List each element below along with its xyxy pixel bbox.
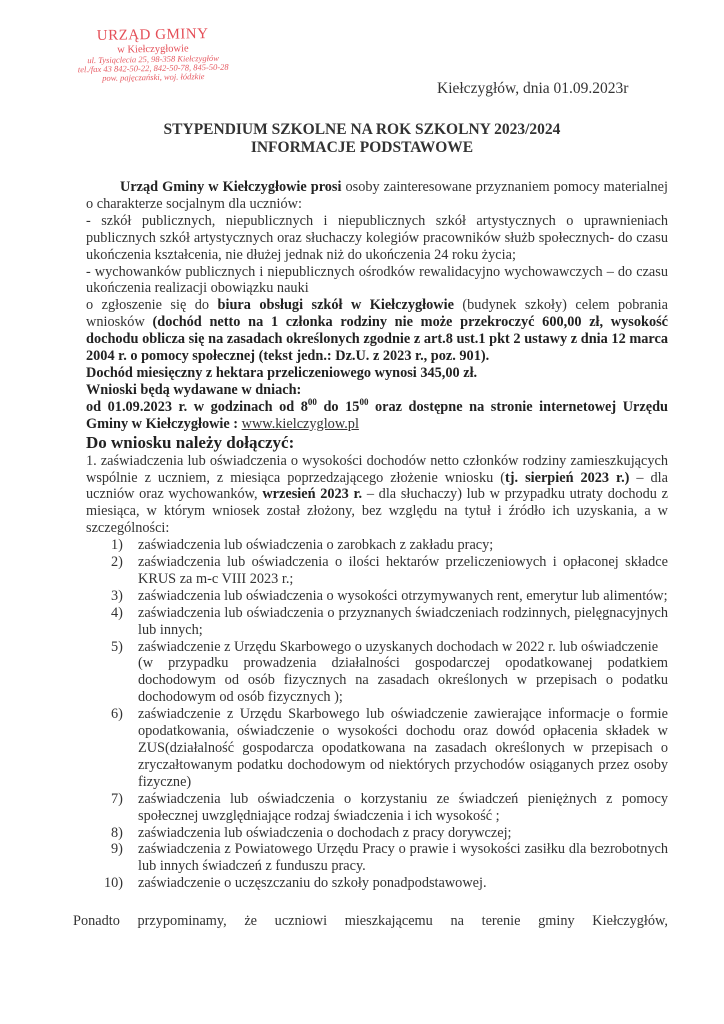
stamp-title: URZĄD GMINY: [96, 26, 209, 44]
schedule-rest: oraz dostępne na stronie internetowej Urzędu Gminy w Kiełczygłowie :: [86, 398, 668, 432]
list-number: 3): [111, 587, 123, 604]
list-number: 4): [111, 604, 123, 621]
list-text: zaświadczenia lub oświadczenia o przyznanych świadczeniach rodzinnych, pielęgnacyjnych lub innych;: [138, 604, 668, 638]
list-number: 9): [111, 841, 123, 858]
list-text: zaświadczenia lub oświadczenia o dochodach z pracy dorywczej;: [138, 824, 512, 841]
schedule-sup: 00: [307, 397, 317, 408]
list-item: [86, 639, 668, 707]
date-line: Kiełczygłów, dnia 01.09.2023r: [437, 80, 629, 97]
list-number: 6): [111, 706, 123, 723]
list-item: [86, 875, 668, 892]
request-bold-office: biura obsługi szkół w Kiełczygłowie: [217, 297, 454, 314]
attachment-list: [86, 537, 668, 892]
list-number: 1): [111, 537, 123, 554]
list-text-extra: (w przypadku prowadzenia działalności gospodarczej opodatkowanej podatkiem dochodowym od osób fizycznych na zasadach określonych w przepisach o podatku dochodowym od osób fizycznych );: [138, 655, 668, 706]
title-line-2: INFORMACJE PODSTAWOWE: [250, 139, 474, 156]
schedule-from: od 01.09.2023 r. w godzinach od 8: [86, 398, 308, 415]
schedule-sup: 00: [359, 397, 369, 408]
document-title: [0, 121, 724, 157]
intro-text: osoby zainteresowane przyznaniem pomocy materialnej o charakterze socjalnym dla uczniów:: [86, 179, 668, 212]
office-stamp: [58, 26, 249, 83]
applications-heading: [86, 382, 668, 399]
point-text: – dla uczniów oraz wychowanków,: [86, 469, 668, 503]
list-text: zaświadczenia lub oświadczenia o korzystaniu ze świadczeń pieniężnych z pomocy społecznej uwzględniające rodzaj świadczenia i ich wysokość ;: [138, 790, 668, 824]
stamp-region: pow. pajęczański, woj. łódzkie: [102, 70, 205, 83]
point-number: 1.: [86, 452, 97, 469]
point-1: [86, 453, 668, 538]
request-text: o zgłoszenie się do: [86, 297, 218, 314]
list-item: [86, 605, 668, 639]
list-item: [86, 825, 668, 842]
list-item: [86, 537, 668, 554]
request-bold-income-limit: (dochód netto na 1 członka rodziny nie może przekroczyć 600,00 zł, wysokość dochodu oblicza się na zasadach określonych zgodnie z art.8 ust.1 pkt 2 ustawy z dnia 12 marca 2004 r. o pomocy społecznej (tekst jedn.: Dz.U. z 2023 r., poz. 901).: [86, 314, 668, 365]
list-item: [86, 841, 668, 875]
point-bold: tj. sierpień 2023 r.): [505, 469, 630, 486]
list-item: [86, 791, 668, 825]
intro-paragraph: [86, 179, 668, 213]
list-number: 2): [111, 554, 123, 571]
point-bold: wrzesień 2023 r.: [262, 486, 363, 503]
closing-paragraph: Ponadto przypominamy, że uczniowi mieszkającemu na terenie gminy Kiełczygłów,: [73, 913, 668, 929]
point-text: zaświadczenia lub oświadczenia o wysokości dochodów netto członków rodziny zamieszkujących wspólnie z uczniem, z miesiąca poprzedzającego złożenie wniosku (: [86, 452, 668, 486]
stamp-phone: tel./fax 43 842-50-22, 842-50-78, 845-50-28: [77, 61, 229, 75]
list-text: zaświadczenie o uczęszczaniu do szkoły ponadpodstawowej.: [138, 875, 487, 892]
stamp-subtitle: w Kiełczygłowie: [117, 43, 189, 56]
group-item: - szkół publicznych, niepublicznych i niepublicznych szkół artystycznych o uprawnieniach publicznych szkół artystycznych oraz słuchaczy kolegiów pracowników służb społecznych- do czasu ukończenia kształcenia, nie dłużej jednak niż do ukończenia 24 roku życia;: [86, 212, 668, 263]
list-text: zaświadczenia lub oświadczenia o ilości hektarów przeliczeniowych i opłaconej składce KRUS za m-c VIII 2023 r.;: [138, 554, 668, 587]
list-item: [86, 588, 668, 605]
document-body: [86, 179, 668, 892]
list-number: 8): [111, 824, 123, 841]
list-text: zaświadczenie z Urzędu Skarbowego lub oświadczenie zawierające informacje o formie opodatkowania, oświadczenie o wysokości dochodu oraz dowód opłacenia składek w ZUS(działalność gospodarcza opodatkowana na zasadach określonych w przepisach o zryczałtowanym podatku dochodowym od niektórych przychodów osiąganych przez osoby fizyczne): [138, 706, 668, 790]
income-hectare-text: Dochód miesięczny z hektara przeliczeniowego wynosi 345,00 zł.: [86, 364, 478, 381]
list-text: zaświadczenia z Powiatowego Urzędu Pracy o prawie i wysokości zasiłku dla bezrobotnych lub innych świadczeń z funduszu pracy.: [138, 841, 668, 875]
list-item: [86, 706, 668, 791]
list-number: 5): [111, 638, 123, 655]
attachments-heading: Do wniosku należy dołączyć:: [86, 432, 295, 452]
stamp-address: ul. Tysiąclecia 25, 98-358 Kiełczygłów: [87, 52, 219, 65]
request-paragraph: [86, 297, 668, 365]
intro-bold-lead: Urząd Gminy w Kiełczygłowie prosi: [120, 179, 342, 195]
list-number: 7): [111, 790, 123, 807]
list-number: 10): [104, 875, 124, 892]
website-link[interactable]: www.kielczyglow.pl: [241, 415, 359, 432]
group-item: - wychowanków publicznych i niepublicznych ośrodków rewalidacyjno wychowawczych – do czasu ukończenia realizacji obowiązku nauki: [86, 263, 668, 297]
applications-heading-text: Wnioski będą wydawane w dniach:: [86, 381, 302, 398]
title-line-1: STYPENDIUM SZKOLNE NA ROK SZKOLNY 2023/2024: [163, 121, 561, 138]
schedule-to: do 15: [316, 398, 360, 415]
list-text: zaświadczenia lub oświadczenia o wysokości otrzymywanych rent, emerytur lub alimentów;: [138, 587, 668, 604]
applications-schedule: [86, 399, 668, 433]
list-item: [86, 554, 668, 588]
list-text: zaświadczenia lub oświadczenia o zarobkach z zakładu pracy;: [138, 537, 494, 554]
income-hectare: [86, 365, 668, 382]
list-text: zaświadczenie z Urzędu Skarbowego o uzyskanych dochodach w 2022 r. lub oświadczenie: [138, 638, 659, 655]
request-text: (budynek szkoły) celem pobrania wniosków: [86, 297, 669, 331]
point-text: – dla słuchaczy) lub w przypadku utraty dochodu z miesiąca, w którym wniosek został złożony, bez względu na tytuł i źródło ich uzyskania, a w szczególności:: [86, 486, 668, 537]
